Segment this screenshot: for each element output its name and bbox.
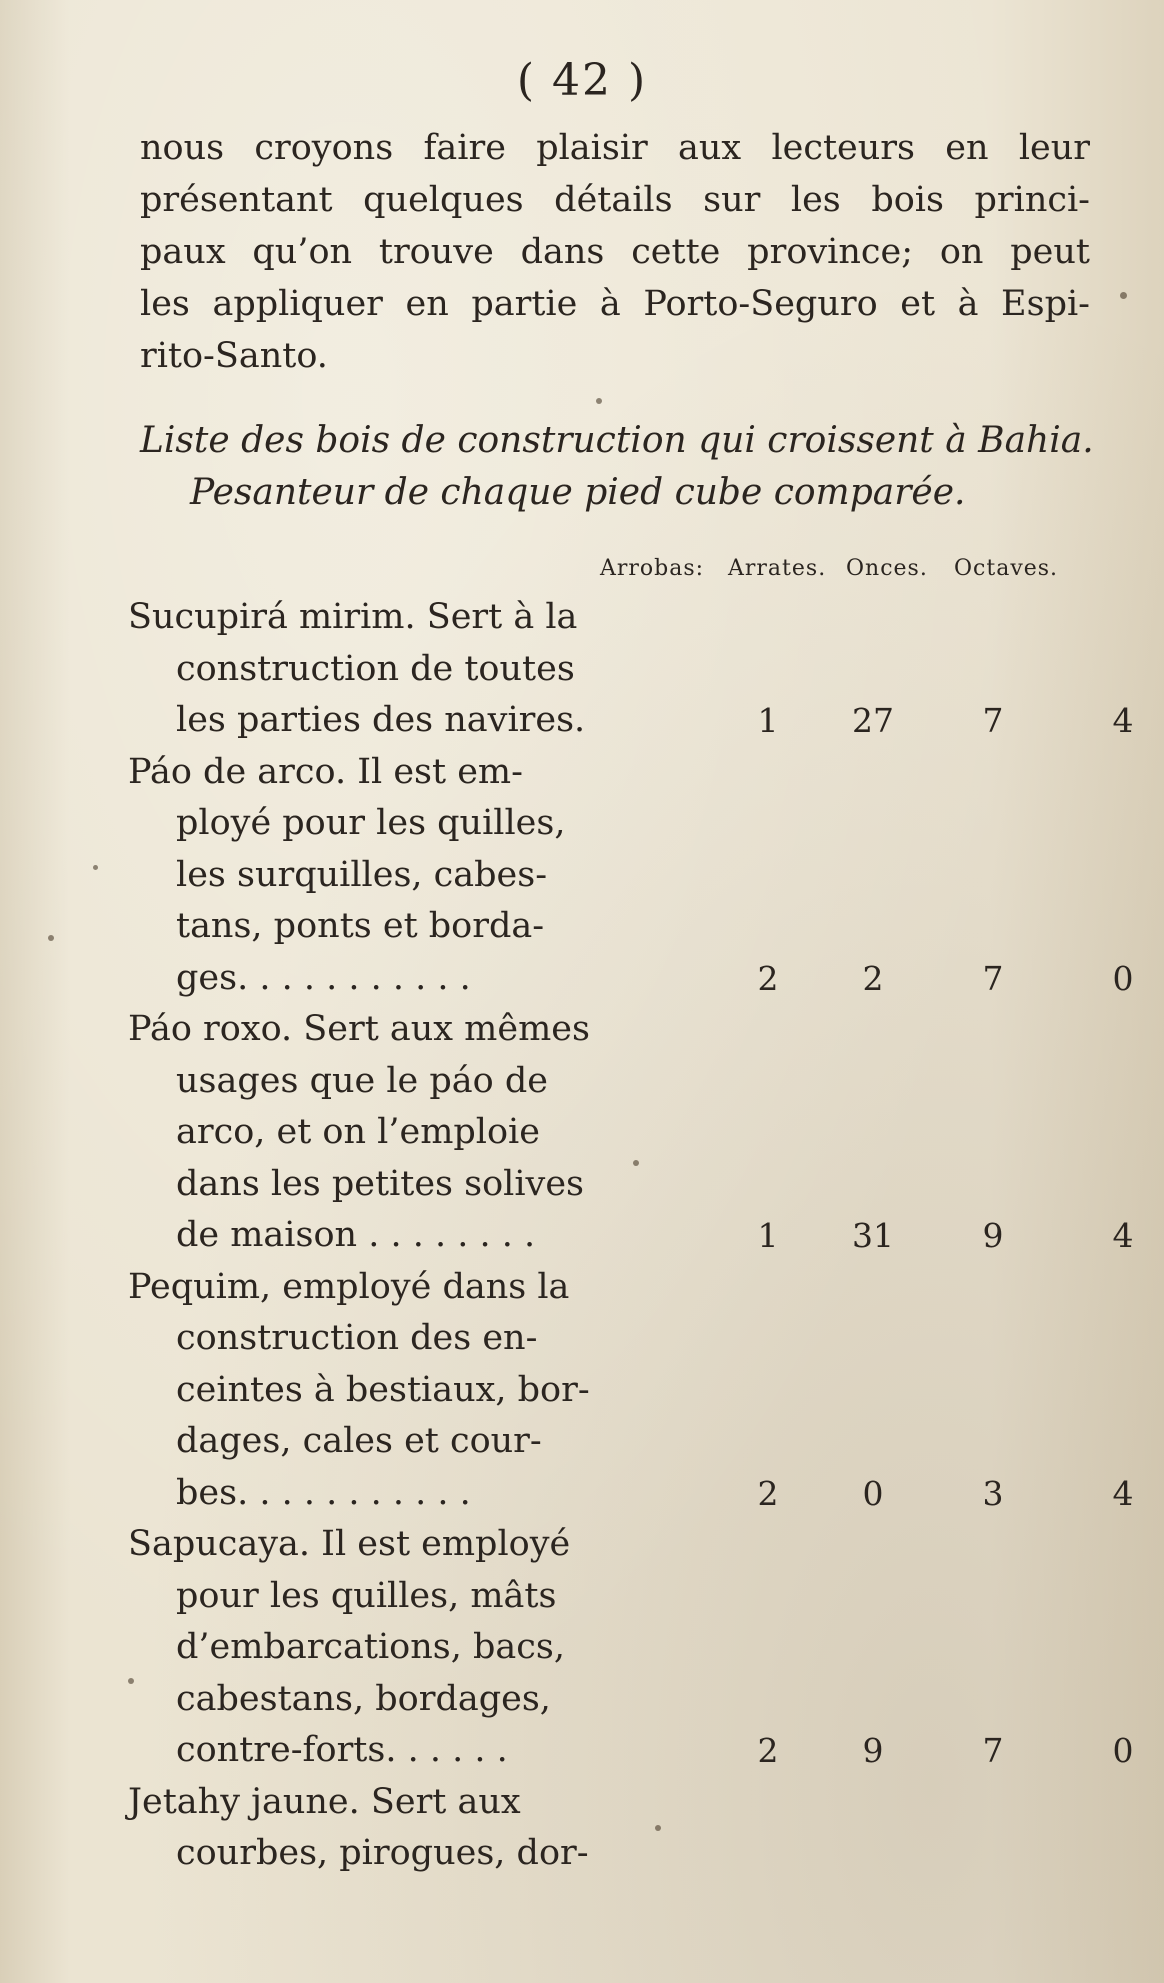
intro-line: les appliquer en partie à Porto-Seguro et à Espi- (140, 284, 1090, 324)
entry-line: courbes, pirogues, dor- (176, 1833, 589, 1873)
paper-speck (633, 1160, 639, 1166)
entry-line: tans, ponts et borda- (176, 906, 545, 946)
value-octaves: 4 (1112, 1473, 1134, 1513)
entry-line: usages que le páo de (176, 1060, 548, 1101)
paper-speck (93, 865, 98, 870)
entry-line: dans les petites solives (176, 1163, 585, 1204)
entry-line: ceintes à bestiaux, bor- (176, 1369, 590, 1410)
paper-speck (48, 935, 54, 941)
value-onces: 7 (982, 958, 1004, 998)
list-item (128, 1519, 1134, 1777)
list-title: Liste des bois de construction qui croissent à Bahia. (140, 420, 1094, 461)
entry-line: construction des en- (176, 1318, 538, 1358)
list-item (128, 747, 1134, 1005)
value-onces: 3 (982, 1473, 1004, 1513)
entry-line: Sucupirá mirim. Sert à la (128, 597, 578, 637)
list-item (128, 1004, 1134, 1262)
intro-line: nous croyons faire plaisir aux lecteurs en leur (140, 128, 1090, 168)
value-onces: 7 (982, 701, 1004, 740)
entry-line: les surquilles, cabes- (176, 854, 548, 895)
wood-list (128, 592, 1134, 1880)
list-subtitle: Pesanteur de chaque pied cube comparée. (190, 472, 966, 513)
paper-speck (1120, 292, 1127, 299)
entry-line: construction de toutes (176, 648, 575, 689)
entry-line: cabestans, bordages, (176, 1678, 551, 1719)
entry-line: Páo roxo. Sert aux mêmes (128, 1009, 590, 1049)
intro-line: rito-Santo. (140, 336, 328, 376)
column-header-onces: Onces. (846, 556, 928, 581)
entry-line: d’embarcations, bacs, (176, 1627, 565, 1667)
value-arrobas: 2 (757, 1731, 779, 1770)
entry-line: ges. . . . . . . . . . . (176, 957, 471, 998)
intro-line: paux qu’on trouve dans cette province; on peut (140, 232, 1090, 272)
entry-line: dages, cales et cour- (176, 1421, 542, 1461)
weight-values (748, 1468, 1164, 1520)
entry-line: arco, et on l’emploie (176, 1112, 540, 1152)
entry-line: bes. . . . . . . . . . . (176, 1472, 471, 1513)
weight-values (748, 953, 1164, 1005)
intro-paragraph (140, 122, 1090, 382)
value-arrobas: 1 (757, 1216, 779, 1255)
value-onces: 7 (982, 1731, 1004, 1770)
value-arrates: 27 (852, 701, 894, 740)
page-number: ( 42 ) (516, 55, 648, 106)
value-octaves: 0 (1112, 958, 1134, 998)
value-arrates: 0 (862, 1473, 884, 1513)
paper-speck (128, 1678, 134, 1684)
list-item (128, 592, 1134, 747)
entry-line: Páo de arco. Il est em- (128, 751, 523, 792)
column-header-arrates: Arrates. (728, 556, 827, 581)
entry-line: les parties des navires. (176, 700, 586, 740)
intro-line: présentant quelques détails sur les bois princi- (140, 180, 1090, 220)
value-octaves: 0 (1112, 1731, 1134, 1770)
entry-line: ployé pour les quilles, (176, 803, 566, 843)
weight-values (748, 1725, 1164, 1777)
column-headers (600, 556, 1090, 581)
list-item (128, 1262, 1134, 1520)
value-octaves: 4 (1112, 701, 1134, 740)
value-arrobas: 2 (757, 958, 779, 998)
list-item (128, 1777, 1108, 1880)
entry-line: contre-forts. . . . . . (176, 1730, 508, 1770)
weight-values (748, 695, 1164, 747)
weight-values (748, 1210, 1164, 1262)
entry-line: Sapucaya. Il est employé (128, 1524, 571, 1564)
value-arrobas: 1 (757, 701, 779, 740)
column-header-arrobas: Arrobas: (600, 556, 705, 581)
value-arrates: 9 (862, 1731, 884, 1770)
entry-line: Pequim, employé dans la (128, 1266, 570, 1307)
value-arrates: 31 (852, 1216, 894, 1255)
column-header-octaves: Octaves. (954, 556, 1059, 581)
paper-speck (596, 398, 602, 404)
value-onces: 9 (982, 1216, 1004, 1255)
paper-speck (655, 1825, 661, 1831)
value-arrobas: 2 (757, 1473, 779, 1513)
value-octaves: 4 (1112, 1216, 1134, 1255)
value-arrates: 2 (862, 958, 884, 998)
entry-line: pour les quilles, mâts (176, 1575, 557, 1616)
entry-line: Jetahy jaune. Sert aux (128, 1781, 521, 1822)
entry-line: de maison . . . . . . . . (176, 1215, 536, 1255)
